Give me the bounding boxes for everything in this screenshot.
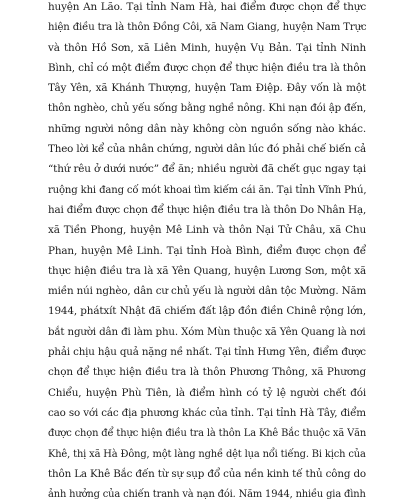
text-line: và thôn Hồ Sơn, xã Liên Minh, huyện Vụ Bản. Tại tỉnh Ninh [48,41,366,54]
text-line: thực hiện điều tra là xã Yên Quang, huyện Lương Sơn, một xã [48,264,366,277]
text-line: huyện An Lão. Tại tỉnh Nam Hà, hai điểm được chọn để thực [48,1,366,13]
text-line: Chiểu, huyện Phù Tiên, là điểm hình có tỷ lệ người chết đói [48,386,366,399]
text-line: Khê, thị xã Hà Đông, một làng nghề dệt lụa nổi tiếng. Bi kịch của [48,447,366,460]
text-line: ảnh hưởng của chiến tranh và nạn đói. Năm 1944, nhiều gia đình [48,488,366,501]
text-line: miền núi nghèo, dân cư chủ yếu là người dân tộc Mường. Năm [48,285,367,298]
text-line: chọn để thực hiện điều tra là thôn Phương Thông, xã Phương [48,366,366,379]
body-text [48,0,366,504]
text-line: Bình, chỉ có một điểm được chọn để thực hiện điều tra là thôn [48,61,366,74]
text-line: “thứ rêu ở dưới nước” để ăn; nhiều người đã chết gục ngay tại [48,163,366,176]
text-line: ruộng khi đang cố mót khoai tìm kiếm cái ăn. Tại tỉnh Vĩnh Phú, [48,183,367,196]
text-line: hiện điều tra là thôn Đồng Côi, xã Nam Giang, huyện Nam Trực [48,21,367,34]
text-line: được chọn để thực hiện điều tra là thôn La Khê Bắc thuộc xã Văn [48,427,367,440]
text-line: xã Tiền Phong, huyện Mê Linh và thôn Nại Tử Châu, xã Chu [48,224,366,237]
text-line: hai điểm được chọn để thực hiện điều tra là thôn Do Nhân Hạ, [48,203,367,216]
text-line: những người nông dân này không còn nguồn sống nào khác. [48,122,366,135]
text-line: Tây Yên, xã Khánh Thượng, huyện Tam Điệp. Đây vốn là một [48,82,366,95]
text-line: 1944, phátxít Nhật đã chiếm đất lập đồn điền Chinê rộng lớn, [48,305,366,318]
text-line: phải chịu hậu quả nặng nề nhất. Tại tỉnh Hưng Yên, điểm được [48,346,366,359]
text-line: Theo lời kể của nhân chứng, người dân lúc đó phải chế biến cả [48,143,366,156]
text-line: bắt người dân đi làm phu. Xóm Mùn thuộc xã Yên Quang là nơi [48,325,366,338]
text-line: thôn La Khê Bắc đến từ sự sụp đổ của nền kinh tế thủ công do [48,467,366,480]
text-line: Phan, huyện Mê Linh. Tại tỉnh Hoà Bình, điểm được chọn để [48,244,366,257]
text-line: cao so với các địa phương khác của tỉnh. Tại tỉnh Hà Tây, điểm [48,406,366,419]
text-line: thôn nghèo, chủ yếu sống bằng nghề nông. Khi nạn đói ập đến, [48,102,367,115]
